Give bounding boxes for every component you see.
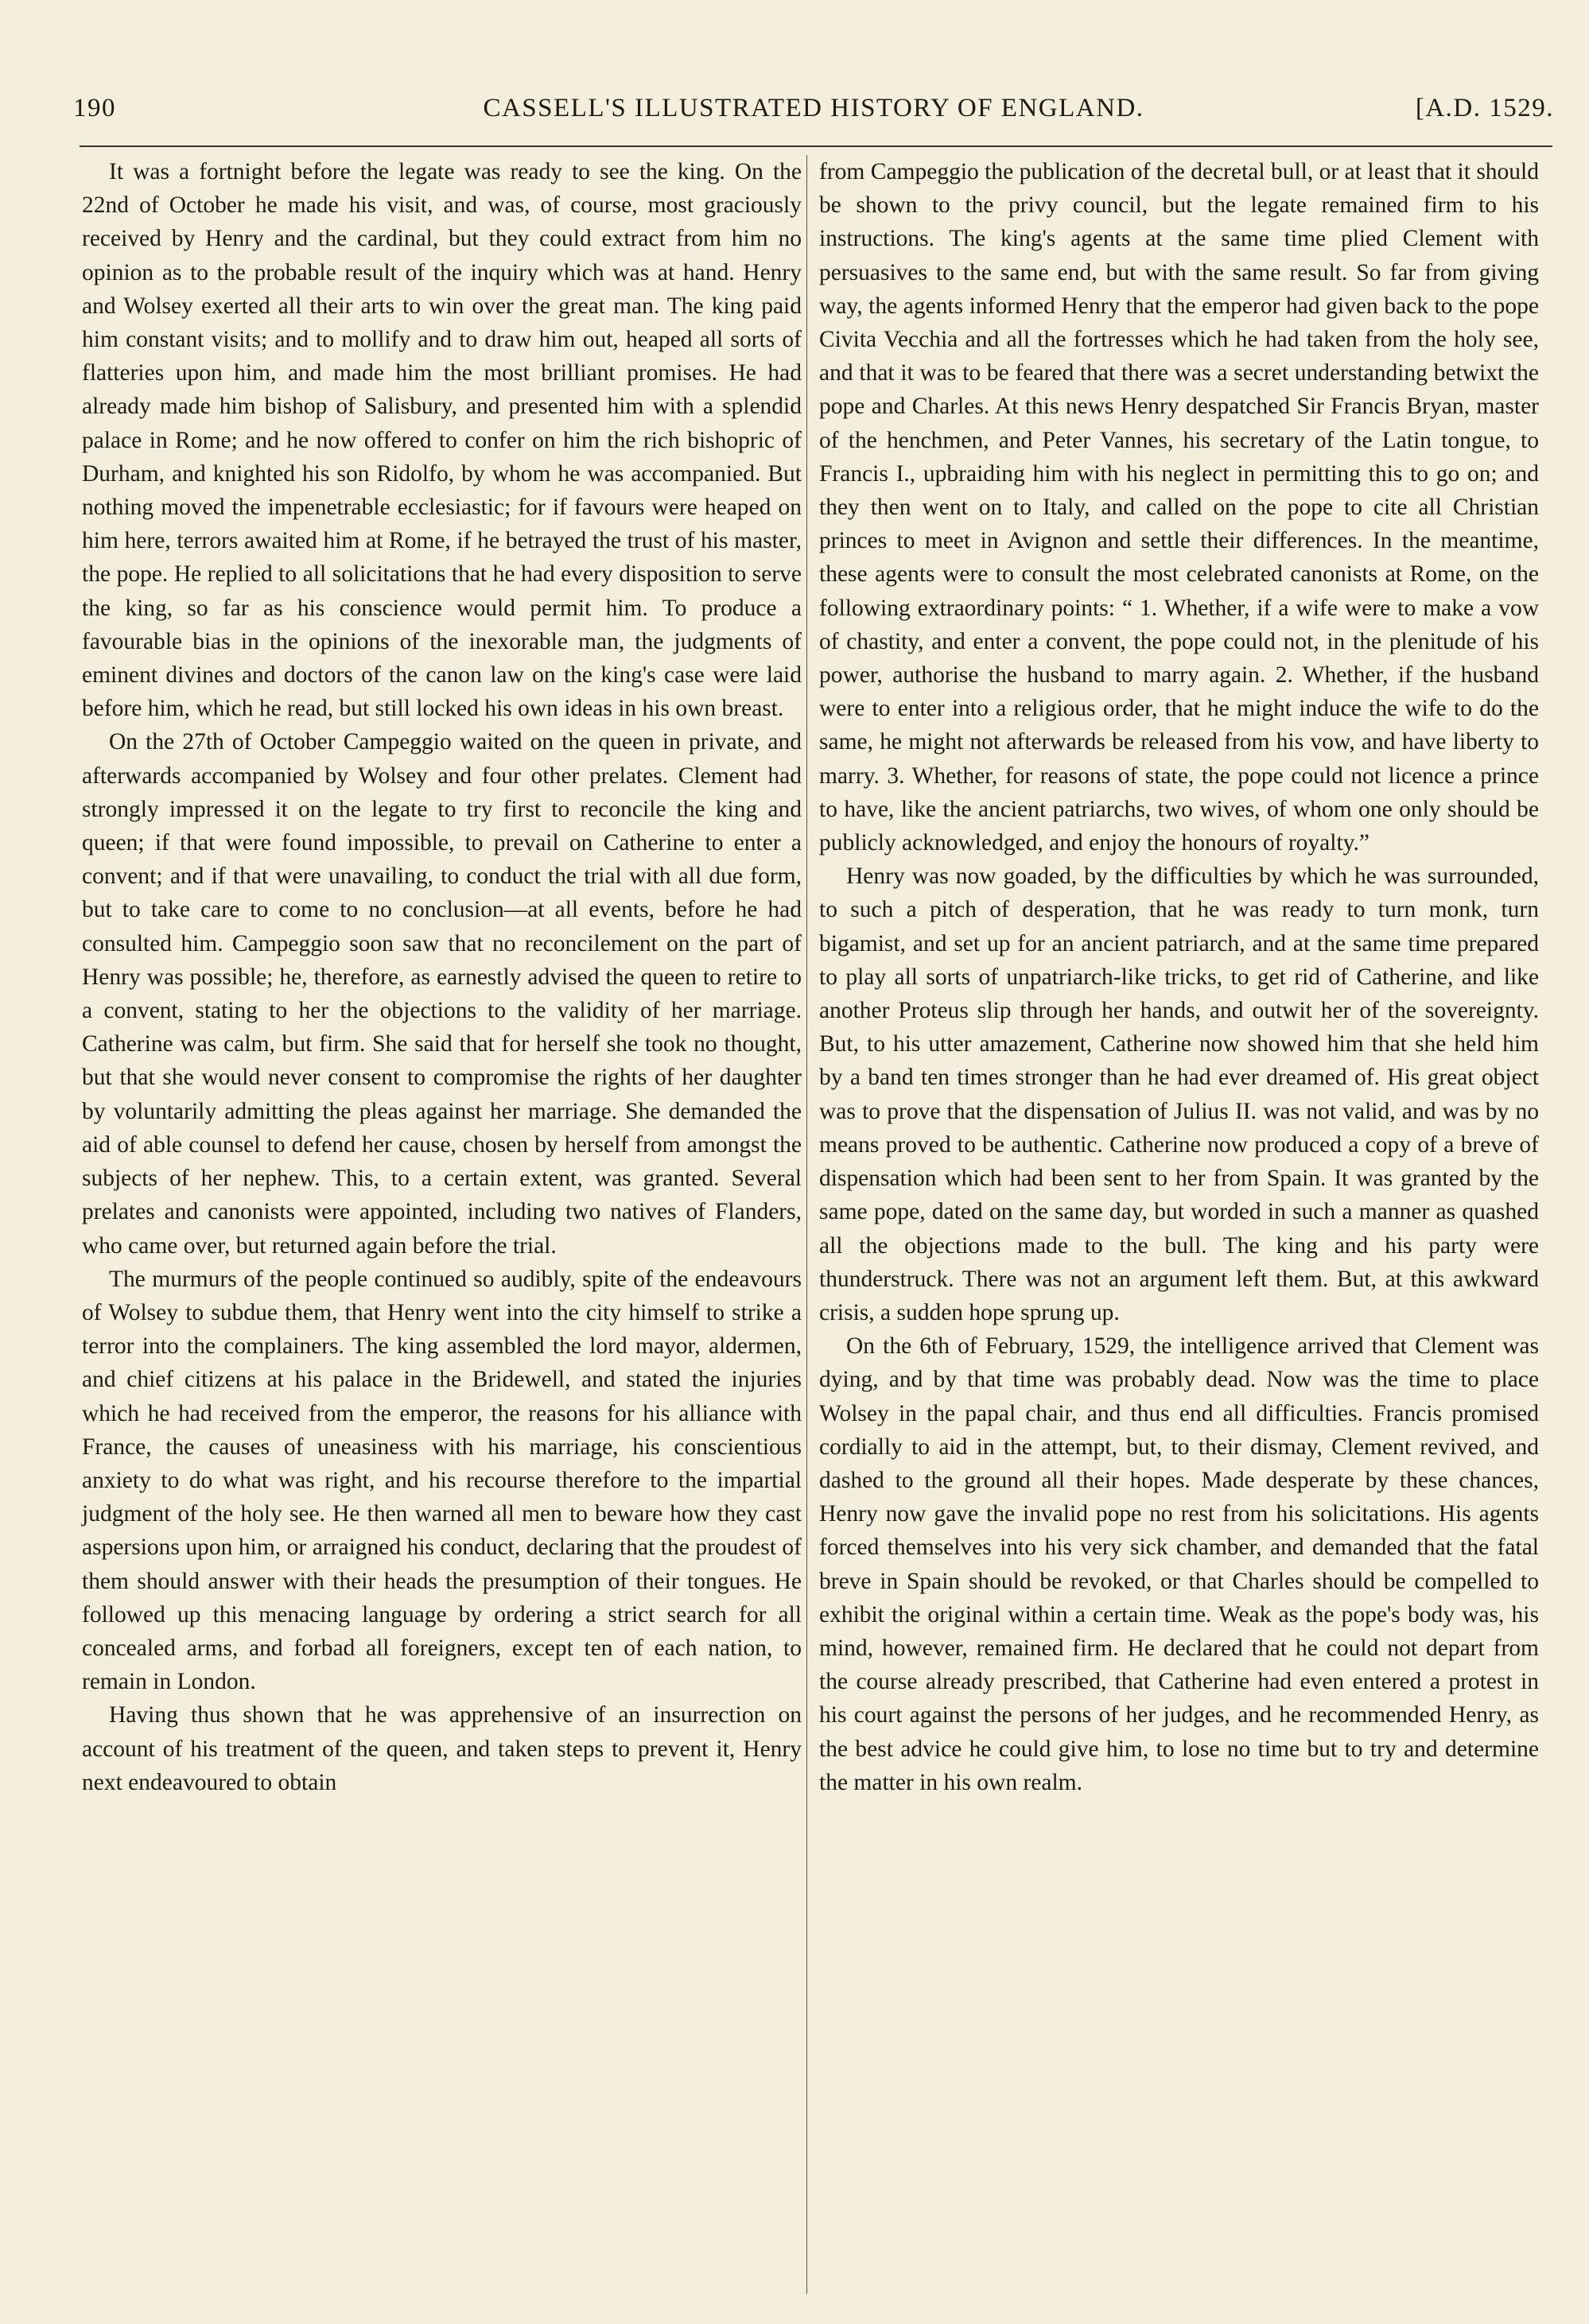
right-column — [819, 155, 1539, 2302]
page-number: 190 — [73, 94, 116, 122]
column-divider — [806, 155, 807, 2294]
paragraph-continuation: from Campeggio the publication of the decretal bull, or at least that it should be shown to the privy council, but the legate remained firm to his instructions. The king's agents at the same time plied Clement with persuasives to the same end, but with the same result. So far from giving way, the agents informed Henry that the emperor had given back to the pope Civita Vecchia and all the fortresses which he had taken from the holy see, and that it was to be feared that there was a secret understanding betwixt the pope and Charles. At this news Henry despatched Sir Francis Bryan, master of the henchmen, and Peter Vannes, his secretary of the Latin tongue, to Francis I., upbraiding him with his neglect in permitting this to go on; and they then went on to Italy, and called on the pope to cite all Christian princes to meet in Avignon and settle their differences. In the meantime, these agents were to consult the most celebrated canonists at Rome, on the following extraordinary points: “ 1. Whether, if a wife were to make a vow of chastity, and enter a convent, the pope could not, in the plenitude of his power, authorise the husband to marry again. 2. Whether, if the husband were to enter into a religious order, that he might induce the wife to do the same, he might not afterwards be released from his vow, and have liberty to marry. 3. Whether, for reasons of state, the pope could not licence a prince to have, like the ancient patriarchs, two wives, of whom one only should be publicly acknowledged, and enjoy the honours of royalty.” — [819, 159, 1539, 856]
running-head — [73, 94, 1554, 138]
header-rule — [80, 145, 1552, 147]
left-column — [82, 155, 802, 2302]
book-title: CASSELL'S ILLUSTRATED HISTORY OF ENGLAND. — [483, 94, 1144, 122]
paragraph: On the 27th of October Campeggio waited on the queen in private, and afterwards accompanied by Wolsey and four other prelates. Clement had strongly impressed it on the legate to try first to reconcile the king and queen; if that were found impossible, to prevail on Catherine to enter a convent; and if that were unavailing, to conduct the trial with all due form, but to take care to come to no conclusion—at all events, before he had consulted him. Campeggio soon saw that no reconcilement on the part of Henry was possible; he, therefore, as earnestly advised the queen to retire to a convent, stating to her the objections to the validity of her marriage. Catherine was calm, but firm. She said that for herself she took no thought, but that she would never consent to compromise the rights of her daughter by voluntarily admitting the pleas against her marriage. She demanded the aid of able counsel to defend her cause, chosen by herself from amongst the subjects of her nephew. This, to a certain extent, was granted. Several prelates and canonists were appointed, including two natives of Flanders, who came over, but returned again before the trial. — [82, 729, 802, 1259]
date-label: [A.D. 1529. — [1415, 94, 1554, 122]
paragraph: Having thus shown that he was apprehensive of an insurrection on account of his treatment of the queen, and taken steps to prevent it, Henry next endeavoured to obtain — [82, 1702, 802, 1795]
paragraph: It was a fortnight before the legate was ready to see the king. On the 22nd of October he made his visit, and was, of course, most graciously received by Henry and the cardinal, but they could extract from him no opinion as to the probable result of the inquiry which was at hand. Henry and Wolsey exerted all their arts to win over the great man. The king paid him constant visits; and to mollify and to draw him out, heaped all sorts of flatteries upon him, and made him the most brilliant promises. He had already made him bishop of Salisbury, and presented him with a splendid palace in Rome; and he now offered to confer on him the rich bishopric of Durham, and knighted his son Ridolfo, by whom he was accompanied. But nothing moved the impenetrable ecclesiastic; for if favours were heaped on him here, terrors awaited him at Rome, if he betrayed the trust of his master, the pope. He replied to all solicitations that he had every disposition to serve the king, so far as his conscience would permit him. To produce a favourable bias in the opinions of the inexorable man, the judgments of eminent divines and doctors of the canon law on the king's case were laid before him, which he read, but still locked his own ideas in his own breast. — [82, 159, 802, 722]
paragraph: The murmurs of the people continued so audibly, spite of the endeavours of Wolsey to subdue them, that Henry went into the city himself to strike a terror into the complainers. The king assembled the lord mayor, aldermen, and chief citizens at his palace in the Bridewell, and stated the injuries which he had received from the emperor, the reasons for his alliance with France, the causes of uneasiness with his marriage, his conscientious anxiety to do what was right, and his recourse therefore to the impartial judgment of the holy see. He then warned all men to beware how they cast aspersions upon him, or arraigned his conduct, declaring that the proudest of them should answer with their heads the presumption of their tongues. He followed up this menacing language by ordering a strict search for all concealed arms, and forbad all foreigners, except ten of each nation, to remain in London. — [82, 1266, 802, 1695]
paragraph: On the 6th of February, 1529, the intelligence arrived that Clement was dying, and by that time was probably dead. Now was the time to place Wolsey in the papal chair, and thus end all difficulties. Francis promised cordially to aid in the attempt, but, to their dismay, Clement revived, and dashed to the ground all their hopes. Made desperate by these chances, Henry now gave the invalid pope no rest from his solicitations. His agents forced themselves into his very sick chamber, and demanded that the fatal breve in Spain should be revoked, or that Charles should be compelled to exhibit the original within a certain time. Weak as the pope's body was, his mind, however, remained firm. He declared that he could not depart from the course already prescribed, that Catherine had even entered a protest in his court against the persons of her judges, and he recommended Henry, as the best advice he could give him, to lose no time but to try and determine the matter in his own realm. — [819, 1333, 1539, 1795]
paragraph: Henry was now goaded, by the difficulties by which he was surrounded, to such a pitch of desperation, that he was ready to turn monk, turn bigamist, and set up for an ancient patriarch, and at the same time prepared to play all sorts of unpatriarch-like tricks, to get rid of Catherine, and like another Proteus slip through her hands, and outwit her of the sovereignty. But, to his utter amazement, Catherine now showed him that she held him by a band ten times stronger than he had ever dreamed of. His great object was to prove that the dispensation of Julius II. was not valid, and was by no means proved to be authentic. Catherine now produced a copy of a breve of dispensation which had been sent to her from Spain. It was granted by the same pope, dated on the same day, but worded in such a manner as quashed all the objections made to the bull. The king and his party were thunderstruck. There was not an argument left them. But, at this awkward crisis, a sudden hope sprung up. — [819, 863, 1539, 1325]
